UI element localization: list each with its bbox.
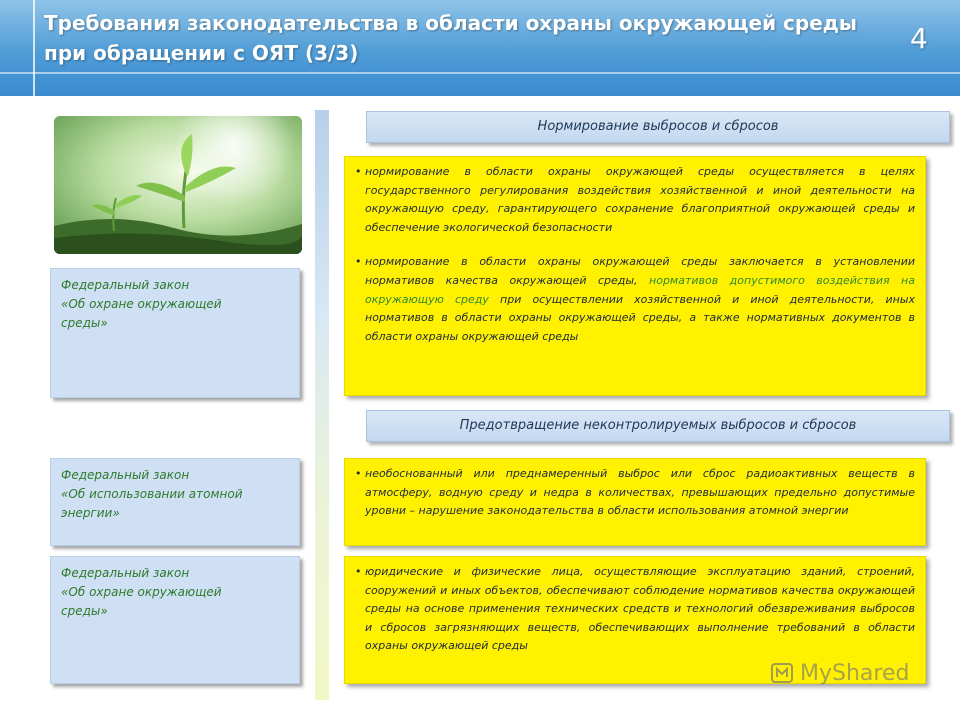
header-divider-horizontal — [0, 72, 960, 74]
bullet-item: • юридические и физические лица, осуществляющие эксплуатацию зданий, строений, сооружений и иных объектов, обеспечивают соблюдение нормативов качества окружающей среды на основе применения технических средств и технологий обезвреживания выбросов и сбросов загрязняющих веществ, обеспечивающих выполнение требований в области охраны окружающей среды — [355, 563, 915, 656]
law-title-line: «Об использовании атомной — [61, 487, 243, 501]
law-type: Федеральный закон — [61, 278, 190, 292]
header-divider-vertical — [33, 0, 35, 720]
page-number: 4 — [910, 22, 928, 55]
law-title-line: энергии» — [61, 506, 120, 520]
rationing-text-box — [344, 156, 926, 396]
bullet-item: • необоснованный или преднамеренный выброс или сброс радиоактивных веществ в атмосферу, водную среду и недра в количествах, превышающих предельно допустимые уровни – нарушение законодательства в области использования атомной энергии — [355, 465, 915, 521]
law-box-atomic-energy — [50, 458, 300, 546]
plant-photo — [54, 116, 302, 254]
law-title-line: «Об охране окружающей — [61, 297, 222, 311]
section-heading-prevention: Предотвращение неконтролируемых выбросов и сбросов — [366, 410, 950, 442]
section-heading-rationing: Нормирование выбросов и сбросов — [366, 111, 950, 143]
law-box-environment — [50, 268, 300, 398]
watermark-text: MyShared — [800, 660, 910, 686]
slide-title-line2: при обращении с ОЯТ (3/3) — [44, 41, 359, 65]
bullet-text: нормирование в области охраны окружающей среды заключается в установлении нормативов качества окружающей среды, — [365, 255, 915, 287]
highlighted-text: нормативов допустимого воздействия на окружающую среду — [365, 273, 915, 306]
law-title-line: «Об охране окружающей — [61, 585, 222, 599]
law-type: Федеральный закон — [61, 566, 190, 580]
law-title-line: среды» — [61, 316, 108, 330]
bullet-item — [355, 253, 915, 346]
watermark — [770, 658, 909, 688]
myshared-logo-icon — [770, 660, 796, 686]
bullet-text: при осуществлении хозяйственной и иной деятельности, иных нормативов в области охраны окружающей среды, а также нормативных документов в области охраны окружающей среды — [365, 292, 915, 343]
law-type: Федеральный закон — [61, 468, 190, 482]
slide-title-line1: Требования законодательства в области охраны окружающей среды — [44, 11, 858, 35]
law-box-environment-2 — [50, 556, 300, 684]
slide-title — [44, 8, 864, 68]
vertical-divider — [315, 110, 329, 700]
bullet-item: • нормирование в области охраны окружающей среды осуществляется в целях государственного регулирования воздействия хозяйственной и иной деятельности на окружающую среду, гарантирующего сохранение благоприятной окружающей среды и обеспечение экологической безопасности — [355, 163, 915, 237]
prevention-text-box — [344, 458, 926, 546]
law-title-line: среды» — [61, 604, 108, 618]
